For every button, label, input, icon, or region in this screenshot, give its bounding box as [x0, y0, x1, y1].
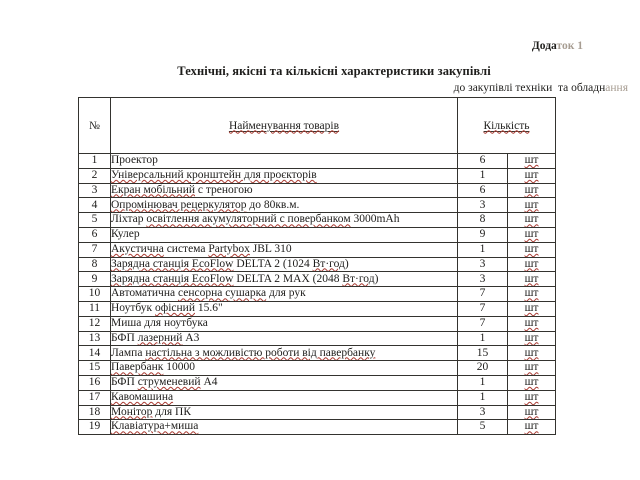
table-row: [79, 168, 556, 183]
misspelled-text-segment: освітлення акумуляторний с повербанком: [146, 213, 351, 226]
text-segment: А3: [182, 331, 200, 344]
unit-cell: [508, 316, 556, 331]
item-name-cell: [111, 375, 458, 390]
misspelled-text-segment: Вт·год: [342, 272, 375, 285]
item-name-cell: [111, 420, 458, 435]
table-row: [79, 272, 556, 287]
unit-cell: [508, 213, 556, 228]
quantity-cell: 6: [458, 183, 508, 198]
unit-label: шт: [524, 228, 539, 241]
quantity-cell: 20: [458, 361, 508, 376]
unit-label: шт: [524, 287, 539, 300]
text-segment: 10000: [163, 361, 195, 374]
item-name-cell: [111, 183, 458, 198]
table-row: [79, 183, 556, 198]
item-name-cell: [111, 242, 458, 257]
unit-cell: [508, 257, 556, 272]
misspelled-text-segment: струменевий: [137, 376, 201, 389]
misspelled-text-segment: Монітор: [111, 405, 153, 418]
table-row: [79, 227, 556, 242]
unit-cell: [508, 390, 556, 405]
column-header-num: №: [79, 98, 111, 154]
unit-cell: [508, 154, 556, 169]
table-row: [79, 301, 556, 316]
table-row: [79, 242, 556, 257]
quantity-cell: 1: [458, 168, 508, 183]
table-row: [79, 420, 556, 435]
unit-label: шт: [524, 405, 539, 418]
text-segment: для ПК: [152, 405, 192, 418]
unit-cell: [508, 272, 556, 287]
unit-label: шт: [524, 154, 539, 167]
unit-cell: [508, 405, 556, 420]
text-segment: до закупівлі техніки та обладн: [453, 82, 606, 94]
misspelled-text-segment: настільна з можливістю роботи від павербанку: [145, 346, 376, 359]
item-name-cell: [111, 316, 458, 331]
quantity-cell: 7: [458, 287, 508, 302]
row-number-cell: 7: [79, 242, 111, 257]
appendix-label: [454, 39, 628, 53]
quantity-cell: 7: [458, 301, 508, 316]
text-segment: JBL 310: [249, 242, 292, 255]
unit-label: шт: [524, 213, 539, 226]
table-header: [79, 98, 556, 154]
unit-cell: [508, 287, 556, 302]
items-table: [78, 97, 556, 435]
page-title: Технічні, якісні та кількісні характеристики закупівлі: [177, 64, 491, 78]
unit-label: шт: [524, 390, 539, 403]
row-number-cell: 8: [79, 257, 111, 272]
item-name-cell: [111, 331, 458, 346]
quantity-cell: 8: [458, 213, 508, 228]
unit-cell: [508, 301, 556, 316]
text-segment: ): [374, 272, 379, 285]
misspelled-text-segment: Клавіатура+миша: [111, 420, 199, 433]
unit-label: шт: [524, 331, 539, 344]
unit-label: шт: [524, 183, 539, 196]
quantity-cell: 3: [458, 405, 508, 420]
unit-cell: [508, 346, 556, 361]
row-number-cell: 10: [79, 287, 111, 302]
item-name-cell: [111, 198, 458, 213]
text-segment: Ноутбук: [111, 302, 156, 315]
unit-label: шт: [524, 316, 539, 329]
text-segment: Ліхтар: [111, 213, 147, 226]
misspelled-text-segment: Кавомашина: [111, 390, 174, 403]
table-body: [79, 154, 556, 435]
misspelled-text-segment: Екран мобільний: [111, 183, 196, 196]
misspelled-text-segment: сенсорна сушарка: [177, 287, 267, 300]
table-row: [79, 346, 556, 361]
row-number-cell: 4: [79, 198, 111, 213]
item-name-cell: [111, 390, 458, 405]
item-name-cell: [111, 213, 458, 228]
quantity-cell: 7: [458, 316, 508, 331]
item-name-cell: [111, 272, 458, 287]
row-number-cell: 5: [79, 213, 111, 228]
table-row: [79, 331, 556, 346]
quantity-cell: 3: [458, 198, 508, 213]
row-number-cell: 15: [79, 361, 111, 376]
row-number-cell: 9: [79, 272, 111, 287]
unit-cell: [508, 361, 556, 376]
quantity-cell: 3: [458, 257, 508, 272]
table-row: [79, 405, 556, 420]
unit-label: шт: [524, 257, 539, 270]
text-segment: 3000mAh: [350, 213, 400, 226]
misspelled-text-segment: лазерний: [137, 331, 183, 344]
column-header-name: Найменування товарів: [111, 98, 458, 154]
text-segment: Автоматична: [111, 287, 178, 300]
misspelled-text-segment: Зарядна станція EcoFlow: [111, 257, 234, 270]
row-number-cell: 18: [79, 405, 111, 420]
text-segment: БФП: [111, 376, 138, 389]
quantity-cell: 6: [458, 154, 508, 169]
unit-cell: [508, 168, 556, 183]
text-segment: Проектор: [111, 154, 158, 167]
misspelled-text-segment: Акустична: [111, 242, 164, 255]
item-name-cell: [111, 287, 458, 302]
quantity-cell: 5: [458, 420, 508, 435]
quantity-cell: 1: [458, 242, 508, 257]
item-name-cell: [111, 257, 458, 272]
misspelled-text-segment: Опромінювач рецеркулятор: [111, 198, 247, 211]
unit-cell: [508, 375, 556, 390]
unit-label: шт: [524, 420, 539, 433]
unit-cell: [508, 242, 556, 257]
item-name-cell: [111, 168, 458, 183]
table-row: [79, 390, 556, 405]
quantity-cell: 3: [458, 272, 508, 287]
text-segment: А4: [200, 376, 218, 389]
text-segment: до 80кв.м.: [246, 198, 300, 211]
quantity-cell: 9: [458, 227, 508, 242]
row-number-cell: 2: [79, 168, 111, 183]
unit-cell: [508, 227, 556, 242]
text-segment: ання: [605, 82, 628, 94]
misspelled-text-segment: Павербанк: [111, 361, 164, 374]
column-header-qty: Кількість: [458, 98, 556, 154]
unit-cell: [508, 183, 556, 198]
appendix-subtitle: [454, 81, 628, 95]
table-row: [79, 213, 556, 228]
unit-label: шт: [524, 346, 539, 359]
unit-label: шт: [524, 302, 539, 315]
item-name-cell: [111, 227, 458, 242]
row-number-cell: 11: [79, 301, 111, 316]
table-row: [79, 361, 556, 376]
unit-label: шт: [524, 376, 539, 389]
table-row: [79, 375, 556, 390]
row-number-cell: 19: [79, 420, 111, 435]
quantity-cell: 15: [458, 346, 508, 361]
unit-cell: [508, 420, 556, 435]
quantity-cell: 1: [458, 375, 508, 390]
table-row: [79, 316, 556, 331]
text-segment: ток 1: [556, 40, 583, 52]
item-name-cell: [111, 154, 458, 169]
row-number-cell: 17: [79, 390, 111, 405]
unit-label: шт: [524, 361, 539, 374]
text-segment: БФП: [111, 331, 138, 344]
unit-cell: [508, 198, 556, 213]
quantity-cell: 1: [458, 331, 508, 346]
item-name-cell: [111, 405, 458, 420]
text-segment: с треногою: [195, 183, 253, 196]
item-name-cell: [111, 361, 458, 376]
text-segment: система: [163, 242, 209, 255]
misspelled-text-segment: Partybox: [208, 242, 250, 255]
row-number-cell: 12: [79, 316, 111, 331]
table-row: [79, 257, 556, 272]
unit-label: шт: [524, 168, 539, 181]
text-segment: DELTA 2 MAX (2048: [233, 272, 343, 285]
row-number-cell: 1: [79, 154, 111, 169]
row-number-cell: 3: [79, 183, 111, 198]
row-number-cell: 13: [79, 331, 111, 346]
unit-label: шт: [524, 272, 539, 285]
item-name-cell: [111, 301, 458, 316]
misspelled-text-segment: Вт·год: [312, 257, 345, 270]
text-segment: Миша для ноутбука: [111, 316, 208, 329]
text-segment: 15.6": [195, 302, 223, 315]
row-number-cell: 6: [79, 227, 111, 242]
item-name-cell: [111, 346, 458, 361]
unit-cell: [508, 331, 556, 346]
text-segment: Лампа: [111, 346, 146, 359]
table-row: [79, 198, 556, 213]
misspelled-text-segment: офісний: [155, 302, 195, 315]
text-segment: для рук: [266, 287, 306, 300]
table-row: [79, 154, 556, 169]
misspelled-text-segment: Зарядна станція EcoFlow: [111, 272, 234, 285]
table-row: [79, 287, 556, 302]
row-number-cell: 16: [79, 375, 111, 390]
text-segment: Кулер: [111, 228, 140, 241]
unit-label: шт: [524, 198, 539, 211]
quantity-cell: 1: [458, 390, 508, 405]
unit-label: шт: [524, 242, 539, 255]
text-segment: ): [344, 257, 349, 270]
row-number-cell: 14: [79, 346, 111, 361]
table-header-row: [79, 98, 556, 154]
text-segment: Дода: [531, 40, 557, 52]
misspelled-text-segment: Універсальний кронштейн для проєкторів: [111, 168, 317, 181]
text-segment: DELTA 2 (1024: [233, 257, 313, 270]
